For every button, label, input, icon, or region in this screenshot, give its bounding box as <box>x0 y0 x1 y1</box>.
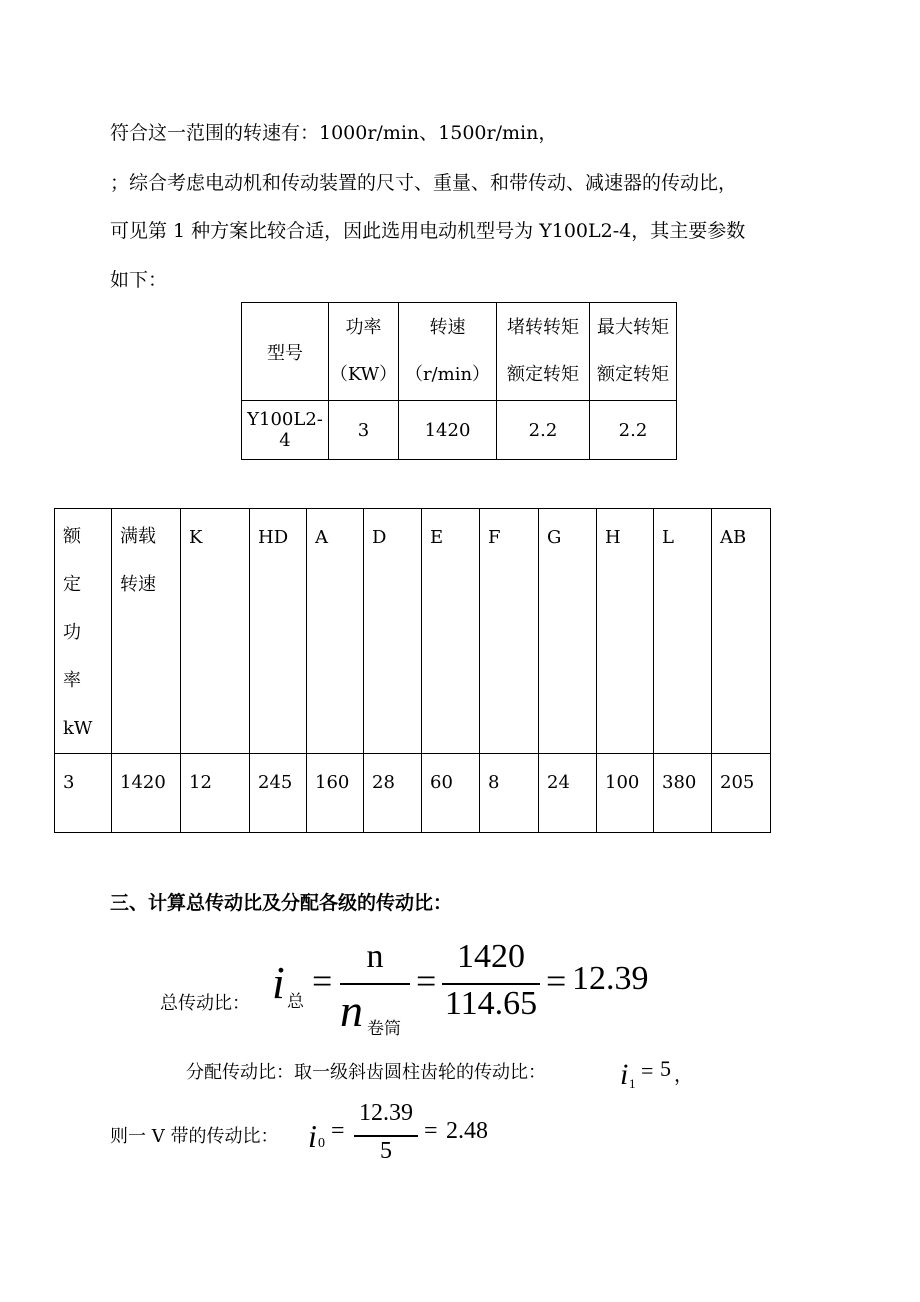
symbol-i0: i <box>308 1118 317 1154</box>
cell-max-ratio: 2.2 <box>590 401 677 460</box>
equals-sign-2: = <box>416 961 437 1001</box>
symbol-i-total: i <box>272 957 285 1008</box>
cell-a: 160 <box>307 754 364 833</box>
header-d: D <box>364 509 422 754</box>
gear-ratio-value: 5 <box>660 1056 671 1081</box>
denominator-5: 5 <box>380 1138 392 1164</box>
cell-model: Y100L2-4 <box>242 401 329 460</box>
denominator-n: n <box>340 985 363 1036</box>
header-rated-power: 额 定 功 率 kW <box>55 509 112 754</box>
section-heading: 三、计算总传动比及分配各级的传动比： <box>110 892 453 914</box>
total-ratio-label: 总传动比： <box>160 993 250 1014</box>
cell-k: 12 <box>181 754 250 833</box>
header-full-load-speed: 满载 转速 <box>112 509 181 754</box>
comma: ， <box>674 1064 694 1086</box>
equals-sign-5: = <box>331 1118 345 1144</box>
cell-full-load-speed: 1420 <box>112 754 181 833</box>
motor-parameter-table <box>241 302 677 460</box>
text-line-speeds: 符合这一范围的转速有：1000r/min、1500r/min， <box>110 122 558 144</box>
cell-rated-power: 3 <box>55 754 112 833</box>
header-g: G <box>539 509 597 754</box>
numerator-1420: 1420 <box>457 938 525 975</box>
cell-g: 24 <box>539 754 597 833</box>
dim-table-row <box>55 754 771 833</box>
header-l: L <box>654 509 712 754</box>
equals-sign-6: = <box>424 1118 438 1144</box>
cell-d: 28 <box>364 754 422 833</box>
motor-dimension-table <box>54 508 771 833</box>
total-ratio-result: 12.39 <box>572 960 649 997</box>
header-f: F <box>480 509 539 754</box>
header-k: K <box>181 509 250 754</box>
cell-h: 100 <box>597 754 654 833</box>
text-line-selection: 可见第 1 种方案比较合适，因此选用电动机型号为 Y100L2-4，其主要参数 <box>110 220 746 242</box>
cell-f: 8 <box>480 754 539 833</box>
fraction-bar-3 <box>354 1135 418 1137</box>
cell-e: 60 <box>422 754 480 833</box>
header-hd: HD <box>250 509 307 754</box>
equals-sign-1: = <box>312 961 333 1001</box>
motor-table-row <box>242 401 677 460</box>
numerator-12-39: 12.39 <box>359 1100 413 1126</box>
cell-ab: 205 <box>712 754 771 833</box>
header-max-torque-ratio: 最大转矩 额定转矩 <box>590 303 677 401</box>
v-belt-ratio-result: 2.48 <box>446 1118 488 1144</box>
distribution-label: 分配传动比：取一级斜齿圆柱齿轮的传动比： <box>186 1062 546 1083</box>
text-line-as-follows: 如下： <box>110 269 168 291</box>
header-speed: 转速 （r/min） <box>399 303 497 401</box>
header-model: 型号 <box>242 303 329 401</box>
header-e: E <box>422 509 480 754</box>
equals-sign-3: = <box>546 961 567 1001</box>
header-power: 功率 （KW） <box>329 303 399 401</box>
motor-table-header-row <box>242 303 677 401</box>
equals-sign-4: = <box>641 1058 654 1083</box>
denominator-114-65: 114.65 <box>444 985 538 1022</box>
numerator-n: n <box>366 938 384 975</box>
cell-hd: 245 <box>250 754 307 833</box>
v-belt-label: 则一 V 带的传动比： <box>110 1126 279 1147</box>
subscript-drum: 卷筒 <box>367 1019 401 1039</box>
cell-power: 3 <box>329 401 399 460</box>
cell-l: 380 <box>654 754 712 833</box>
text-line-considerations: ；综合考虑电动机和传动装置的尺寸、重量、和带传动、减速器的传动比， <box>110 172 738 194</box>
dim-table-header-row <box>55 509 771 754</box>
header-h: H <box>597 509 654 754</box>
cell-stall-ratio: 2.2 <box>497 401 590 460</box>
symbol-i1: i <box>620 1058 629 1091</box>
subscript-1: 1 <box>629 1076 636 1091</box>
header-stall-torque-ratio: 堵转转矩 额定转矩 <box>497 303 590 401</box>
header-ab: AB <box>712 509 771 754</box>
subscript-total: 总 <box>287 992 304 1012</box>
cell-speed: 1420 <box>399 401 497 460</box>
subscript-0: 0 <box>318 1136 325 1151</box>
header-a: A <box>307 509 364 754</box>
